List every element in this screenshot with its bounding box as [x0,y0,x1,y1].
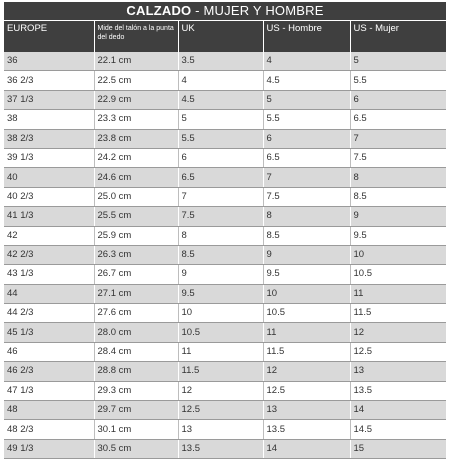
cell-uk: 13.5 [178,439,263,458]
cell-us-women: 6.5 [350,110,446,129]
table-row [4,304,446,323]
cell-us-women: 7.5 [350,148,446,167]
cell-us-men: 13 [263,401,350,420]
cell-foot-length: 27.1 cm [94,284,178,303]
cell-europe: 44 [4,284,94,303]
cell-uk: 8.5 [178,245,263,264]
cell-foot-length: 28.4 cm [94,342,178,361]
cell-europe: 42 [4,226,94,245]
cell-us-women: 5.5 [350,71,446,90]
cell-foot-length: 25.5 cm [94,207,178,226]
cell-us-women: 9 [350,207,446,226]
cell-europe: 47 1/3 [4,381,94,400]
cell-foot-length: 22.5 cm [94,71,178,90]
cell-us-men: 10 [263,284,350,303]
cell-europe: 46 2/3 [4,362,94,381]
cell-us-women: 15 [350,439,446,458]
cell-uk: 12.5 [178,401,263,420]
cell-foot-length: 29.3 cm [94,381,178,400]
cell-us-women: 14.5 [350,420,446,439]
cell-foot-length: 26.7 cm [94,265,178,284]
cell-us-men: 11 [263,323,350,342]
cell-foot-length: 22.9 cm [94,90,178,109]
cell-us-men: 13.5 [263,420,350,439]
cell-uk: 9.5 [178,284,263,303]
cell-uk: 7.5 [178,207,263,226]
cell-europe: 40 [4,168,94,187]
header-row [4,21,446,52]
table-row [4,362,446,381]
cell-uk: 4 [178,71,263,90]
cell-europe: 36 [4,52,94,71]
cell-foot-length: 22.1 cm [94,52,178,71]
cell-us-men: 5.5 [263,110,350,129]
cell-europe: 48 [4,401,94,420]
cell-europe: 39 1/3 [4,148,94,167]
table-row [4,245,446,264]
cell-us-men: 5 [263,90,350,109]
cell-foot-length: 23.8 cm [94,129,178,148]
size-table [4,21,446,459]
chart-title [4,2,446,20]
table-row [4,52,446,71]
cell-us-women: 12.5 [350,342,446,361]
table-row [4,323,446,342]
cell-us-women: 13.5 [350,381,446,400]
cell-us-women: 7 [350,129,446,148]
cell-us-men: 4 [263,52,350,71]
cell-us-men: 7.5 [263,187,350,206]
cell-us-women: 10 [350,245,446,264]
cell-foot-length: 28.8 cm [94,362,178,381]
cell-us-men: 12.5 [263,381,350,400]
cell-us-men: 9 [263,245,350,264]
column-header-us-women: US - Mujer [350,21,446,52]
cell-foot-length: 27.6 cm [94,304,178,323]
column-header-foot-length: Mide del talón a la punta del dedo [94,21,178,52]
cell-us-women: 9.5 [350,226,446,245]
table-row [4,439,446,458]
cell-uk: 6.5 [178,168,263,187]
cell-europe: 38 [4,110,94,129]
cell-us-women: 6 [350,90,446,109]
table-row [4,90,446,109]
table-row [4,129,446,148]
cell-uk: 10 [178,304,263,323]
column-header-europe: EUROPE [4,21,94,52]
cell-europe: 45 1/3 [4,323,94,342]
table-row [4,401,446,420]
cell-us-women: 11.5 [350,304,446,323]
title-light: - MUJER Y HOMBRE [191,3,324,18]
cell-uk: 7 [178,187,263,206]
cell-uk: 5.5 [178,129,263,148]
cell-foot-length: 30.5 cm [94,439,178,458]
table-row [4,226,446,245]
cell-europe: 44 2/3 [4,304,94,323]
cell-europe: 38 2/3 [4,129,94,148]
cell-uk: 8 [178,226,263,245]
cell-us-men: 6 [263,129,350,148]
cell-us-men: 12 [263,362,350,381]
table-row [4,207,446,226]
cell-us-men: 10.5 [263,304,350,323]
table-row [4,284,446,303]
cell-us-women: 11 [350,284,446,303]
cell-foot-length: 29.7 cm [94,401,178,420]
cell-us-men: 4.5 [263,71,350,90]
cell-europe: 46 [4,342,94,361]
cell-europe: 36 2/3 [4,71,94,90]
cell-us-men: 8.5 [263,226,350,245]
cell-foot-length: 30.1 cm [94,420,178,439]
cell-europe: 49 1/3 [4,439,94,458]
cell-europe: 43 1/3 [4,265,94,284]
table-row [4,168,446,187]
cell-foot-length: 26.3 cm [94,245,178,264]
cell-uk: 3.5 [178,52,263,71]
cell-uk: 10.5 [178,323,263,342]
table-row [4,381,446,400]
cell-us-women: 8 [350,168,446,187]
cell-us-men: 6.5 [263,148,350,167]
cell-us-men: 7 [263,168,350,187]
title-strong: CALZADO [126,3,192,18]
cell-us-women: 10.5 [350,265,446,284]
cell-uk: 11 [178,342,263,361]
cell-foot-length: 25.9 cm [94,226,178,245]
cell-us-women: 12 [350,323,446,342]
column-header-uk: UK [178,21,263,52]
cell-us-women: 5 [350,52,446,71]
cell-us-women: 14 [350,401,446,420]
table-row [4,110,446,129]
cell-europe: 40 2/3 [4,187,94,206]
cell-us-women: 13 [350,362,446,381]
cell-europe: 48 2/3 [4,420,94,439]
cell-uk: 9 [178,265,263,284]
cell-us-women: 8.5 [350,187,446,206]
cell-europe: 41 1/3 [4,207,94,226]
table-row [4,148,446,167]
cell-uk: 12 [178,381,263,400]
cell-us-men: 14 [263,439,350,458]
cell-uk: 13 [178,420,263,439]
cell-foot-length: 23.3 cm [94,110,178,129]
table-row [4,71,446,90]
cell-foot-length: 25.0 cm [94,187,178,206]
cell-europe: 42 2/3 [4,245,94,264]
cell-uk: 4.5 [178,90,263,109]
column-header-us-men: US - Hombre [263,21,350,52]
table-body [4,52,446,459]
cell-foot-length: 28.0 cm [94,323,178,342]
table-row [4,187,446,206]
cell-us-men: 9.5 [263,265,350,284]
cell-uk: 5 [178,110,263,129]
cell-foot-length: 24.2 cm [94,148,178,167]
cell-uk: 6 [178,148,263,167]
table-row [4,265,446,284]
cell-foot-length: 24.6 cm [94,168,178,187]
cell-uk: 11.5 [178,362,263,381]
cell-us-men: 8 [263,207,350,226]
table-row [4,342,446,361]
cell-us-men: 11.5 [263,342,350,361]
table-row [4,420,446,439]
cell-europe: 37 1/3 [4,90,94,109]
